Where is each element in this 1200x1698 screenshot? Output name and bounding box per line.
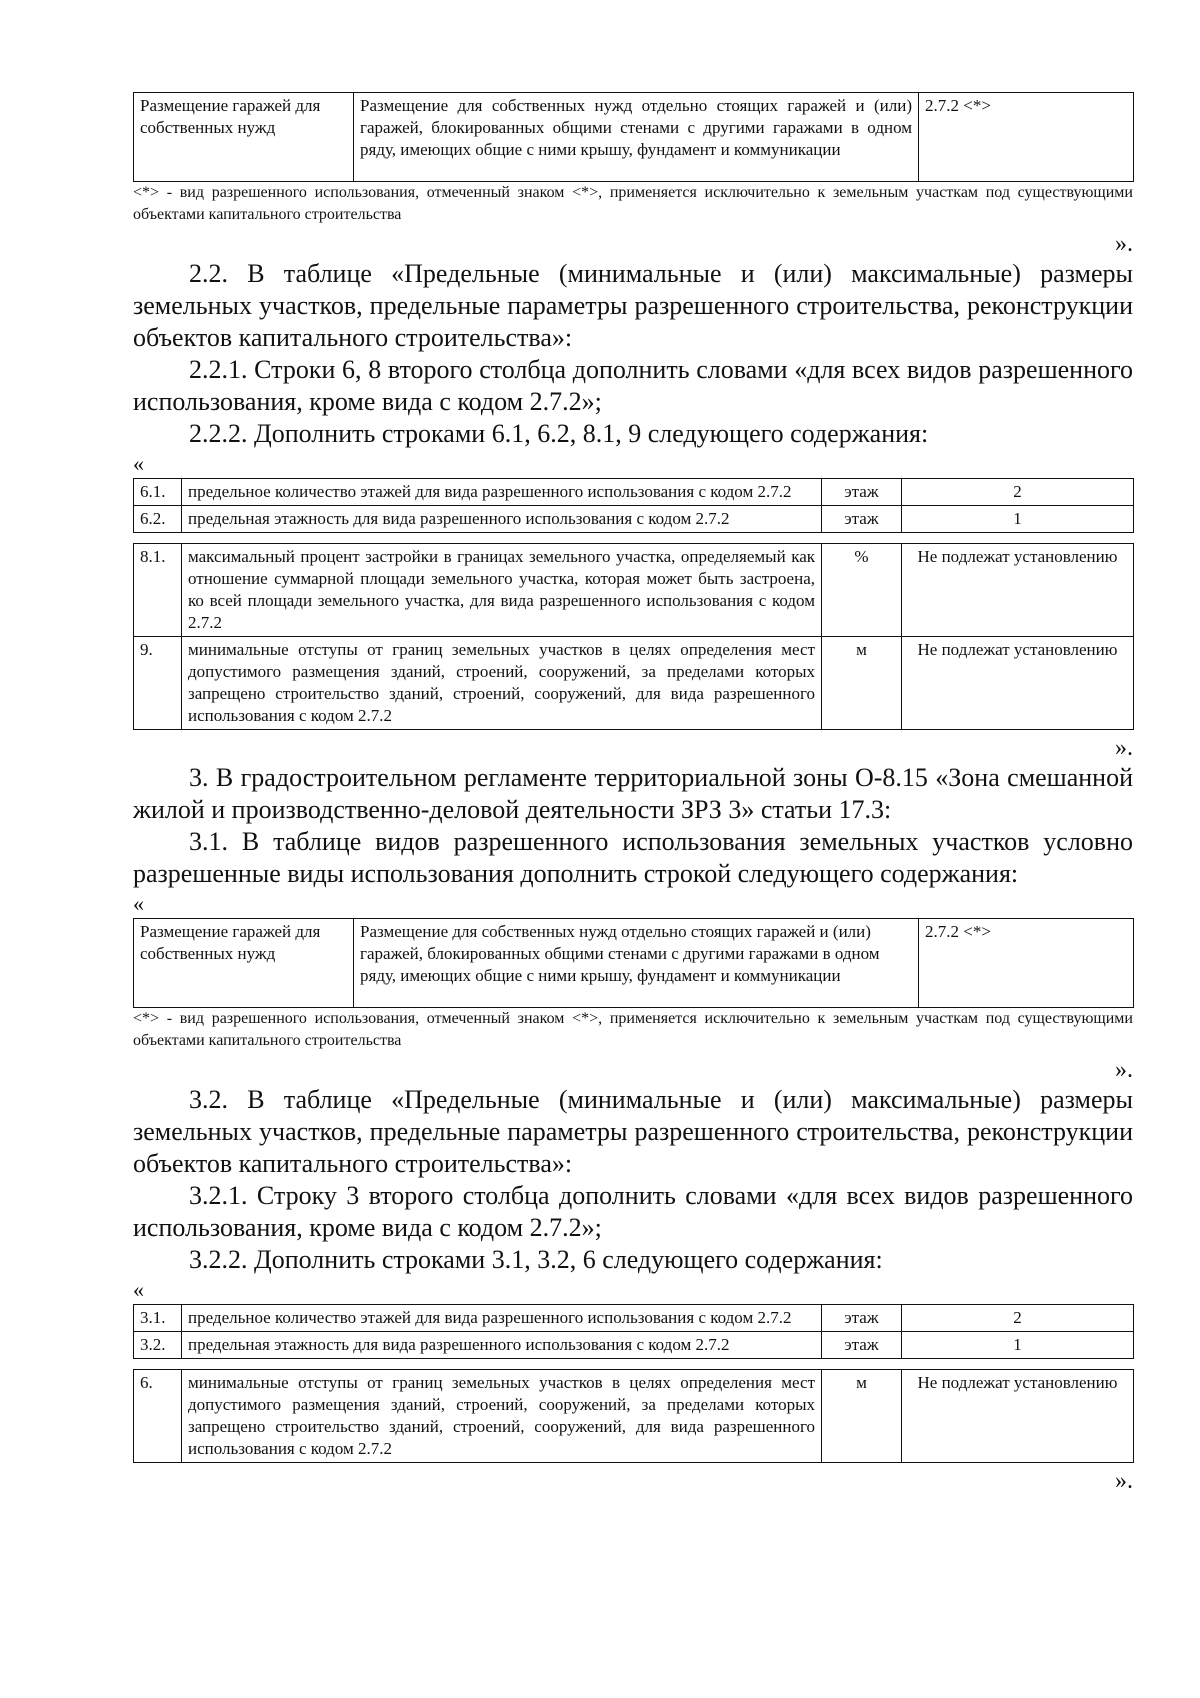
paragraph-2-2-1: 2.2.1. Строки 6, 8 второго столбца дополнить словами «для всех видов разрешенного использования, кроме вида с кодом 2.7.2»; — [133, 355, 1133, 416]
row-value-cell: 1 — [902, 506, 1134, 533]
footnote-1: <*> - вид разрешенного использования, отмеченный знаком <*>, применяется исключительно к земельным участкам под существующими объектами капитального строительства — [133, 184, 1133, 223]
use-name-cell: Размещение гаражей для собственных нужд — [134, 93, 354, 182]
row-value-cell: Не подлежат установлению — [902, 544, 1134, 637]
closing-quote-3: ». — [1115, 1057, 1133, 1083]
table-row — [134, 1370, 1134, 1463]
row-value-cell: Не подлежат установлению — [902, 637, 1134, 730]
land-use-table-1 — [133, 92, 1134, 182]
row-number-cell: 3.1. — [134, 1305, 182, 1332]
table-row — [134, 93, 1134, 182]
row-unit-cell: % — [822, 544, 902, 637]
paragraph-3-2-2: 3.2.2. Дополнить строками 3.1, 3.2, 6 следующего содержания: — [189, 1245, 883, 1274]
paragraph-2-2: 2.2. В таблице «Предельные (минимальные и (или) максимальные) размеры земельных участков, предельные параметры разрешенного строительства, реконструкции объектов капитального строительства»: — [133, 259, 1133, 352]
row-text-cell: минимальные отступы от границ земельных участков в целях определения мест допустимого размещения зданий, строений, сооружений, за пределами которых запрещено строительство зданий, строений, сооружений, для вида разрешенного использования с кодом 2.7.2 — [182, 637, 822, 730]
row-text-cell: предельная этажность для вида разрешенного использования с кодом 2.7.2 — [182, 1332, 822, 1359]
row-number-cell: 6.2. — [134, 506, 182, 533]
row-value-cell: 2 — [902, 479, 1134, 506]
row-unit-cell: м — [822, 637, 902, 730]
use-description-cell: Размещение для собственных нужд отдельно стоящих гаражей и (или) гаражей, блокированных общими стенами с другими гаражами в одном ряду, имеющих общие с ними крышу, фундамент и коммуникации — [354, 919, 919, 1008]
row-unit-cell: этаж — [822, 479, 902, 506]
row-text-cell: предельная этажность для вида разрешенного использования с кодом 2.7.2 — [182, 506, 822, 533]
row-number-cell: 6. — [134, 1370, 182, 1463]
table-row — [134, 1332, 1134, 1359]
closing-quote-2: ». — [1115, 735, 1133, 761]
opening-quote-2: « — [133, 451, 144, 476]
spacer — [133, 533, 1133, 543]
row-unit-cell: м — [822, 1370, 902, 1463]
row-number-cell: 9. — [134, 637, 182, 730]
row-text-cell: минимальные отступы от границ земельных участков в целях определения мест допустимого размещения зданий, строений, сооружений, за пределами которых запрещено строительство зданий, строений, сооружений, для вида разрешенного использования с кодом 2.7.2 — [182, 1370, 822, 1463]
closing-quote-1: ». — [1115, 231, 1133, 257]
closing-quote-4: ». — [1115, 1468, 1133, 1494]
row-value-cell: Не подлежат установлению — [902, 1370, 1134, 1463]
paragraph-3-2: 3.2. В таблице «Предельные (минимальные и (или) максимальные) размеры земельных участков, предельные параметры разрешенного строительства, реконструкции объектов капитального строительства»: — [133, 1085, 1133, 1178]
row-text-cell: предельное количество этажей для вида разрешенного использования с кодом 2.7.2 — [182, 1305, 822, 1332]
params-table-6 — [133, 478, 1134, 533]
row-unit-cell: этаж — [822, 506, 902, 533]
row-unit-cell: этаж — [822, 1305, 902, 1332]
table-row — [134, 479, 1134, 506]
table-row — [134, 637, 1134, 730]
paragraph-2-2-2: 2.2.2. Дополнить строками 6.1, 6.2, 8.1, 9 следующего содержания: — [189, 419, 929, 448]
footnote-2: <*> - вид разрешенного использования, отмеченный знаком <*>, применяется исключительно к земельным участкам под существующими объектами капитального строительства — [133, 1010, 1133, 1049]
row-text-cell: предельное количество этажей для вида разрешенного использования с кодом 2.7.2 — [182, 479, 822, 506]
row-number-cell: 6.1. — [134, 479, 182, 506]
row-unit-cell: этаж — [822, 1332, 902, 1359]
params-table-8 — [133, 543, 1134, 730]
opening-quote-3: « — [133, 891, 144, 916]
params-table-6b — [133, 1369, 1134, 1463]
paragraph-3: 3. В градостроительном регламенте территориальной зоны О-8.15 «Зона смешанной жилой и производственно-деловой деятельности ЗРЗ 3» статьи 17.3: — [133, 763, 1133, 824]
table-row — [134, 544, 1134, 637]
use-code-cell: 2.7.2 <*> — [919, 919, 1134, 1008]
row-number-cell: 8.1. — [134, 544, 182, 637]
table-row — [134, 1305, 1134, 1332]
paragraph-3-2-1: 3.2.1. Строку 3 второго столбца дополнить словами «для всех видов разрешенного использования, кроме вида с кодом 2.7.2»; — [133, 1181, 1133, 1242]
params-table-3 — [133, 1304, 1134, 1359]
paragraph-3-1: 3.1. В таблице видов разрешенного использования земельных участков условно разрешенные виды использования дополнить строкой следующего содержания: — [133, 827, 1133, 888]
land-use-table-2 — [133, 918, 1134, 1008]
document-page — [133, 92, 1133, 1495]
row-text-cell: максимальный процент застройки в границах земельного участка, определяемый как отношение суммарной площади земельного участка, которая может быть застроена, ко всей площади земельного участка, для вида разрешенного использования с кодом 2.7.2 — [182, 544, 822, 637]
use-name-cell: Размещение гаражей для собственных нужд — [134, 919, 354, 1008]
table-row — [134, 506, 1134, 533]
row-value-cell: 1 — [902, 1332, 1134, 1359]
opening-quote-4: « — [133, 1277, 144, 1302]
use-code-cell: 2.7.2 <*> — [919, 93, 1134, 182]
table-row — [134, 919, 1134, 1008]
spacer — [133, 1359, 1133, 1369]
row-value-cell: 2 — [902, 1305, 1134, 1332]
row-number-cell: 3.2. — [134, 1332, 182, 1359]
use-description-cell: Размещение для собственных нужд отдельно стоящих гаражей и (или) гаражей, блокированных общими стенами с другими гаражами в одном ряду, имеющих общие с ними крышу, фундамент и коммуникации — [354, 93, 919, 182]
